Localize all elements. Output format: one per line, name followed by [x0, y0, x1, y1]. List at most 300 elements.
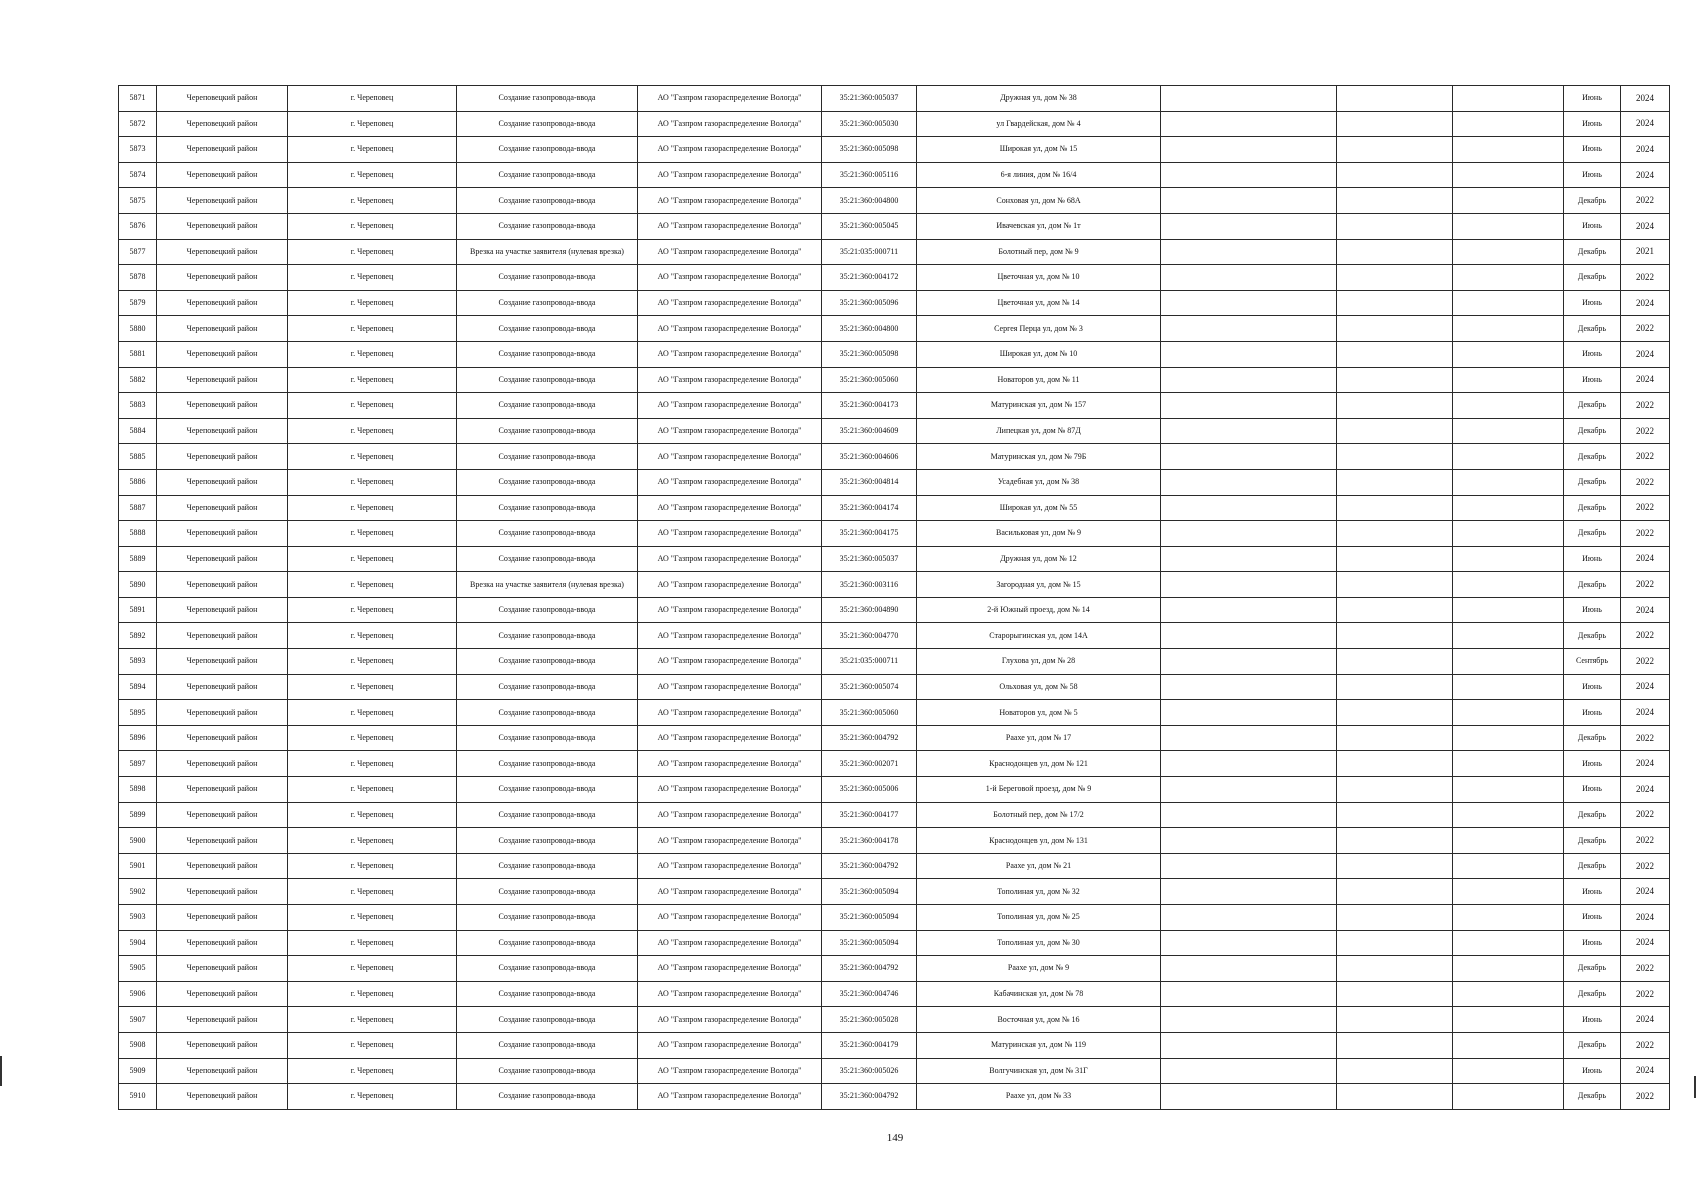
- organization-cell: АО "Газпром газораспределение Вологда": [638, 828, 822, 854]
- city-cell: г. Череповец: [288, 700, 457, 726]
- table-row: [119, 495, 1670, 521]
- empty-cell: [1453, 393, 1564, 419]
- cadastral-number-cell: 35:21:360:005094: [822, 905, 917, 931]
- city-cell: г. Череповец: [288, 444, 457, 470]
- empty-cell: [1337, 572, 1453, 598]
- row-number-cell: 5892: [119, 623, 157, 649]
- table-row: [119, 828, 1670, 854]
- cadastral-number-cell: 35:21:360:002071: [822, 751, 917, 777]
- table-row: [119, 1084, 1670, 1110]
- row-number-cell: 5874: [119, 162, 157, 188]
- organization-cell: АО "Газпром газораспределение Вологда": [638, 725, 822, 751]
- empty-cell: [1161, 521, 1337, 547]
- district-cell: Череповецкий район: [157, 1084, 288, 1110]
- empty-cell: [1453, 956, 1564, 982]
- empty-cell: [1161, 469, 1337, 495]
- empty-cell: [1337, 316, 1453, 342]
- city-cell: г. Череповец: [288, 1032, 457, 1058]
- organization-cell: АО "Газпром газораспределение Вологда": [638, 367, 822, 393]
- city-cell: г. Череповец: [288, 367, 457, 393]
- work-type-cell: Создание газопровода-ввода: [457, 290, 638, 316]
- address-cell: 6-я линия, дом № 16/4: [917, 162, 1161, 188]
- table-body: [119, 86, 1670, 1110]
- organization-cell: АО "Газпром газораспределение Вологда": [638, 930, 822, 956]
- city-cell: г. Череповец: [288, 393, 457, 419]
- month-cell: Июнь: [1564, 1058, 1621, 1084]
- organization-cell: АО "Газпром газораспределение Вологда": [638, 623, 822, 649]
- cadastral-number-cell: 35:21:360:004800: [822, 188, 917, 214]
- organization-cell: АО "Газпром газораспределение Вологда": [638, 495, 822, 521]
- district-cell: Череповецкий район: [157, 623, 288, 649]
- organization-cell: АО "Газпром газораспределение Вологда": [638, 341, 822, 367]
- city-cell: г. Череповец: [288, 674, 457, 700]
- district-cell: Череповецкий район: [157, 162, 288, 188]
- city-cell: г. Череповец: [288, 597, 457, 623]
- row-number-cell: 5902: [119, 879, 157, 905]
- city-cell: г. Череповец: [288, 1007, 457, 1033]
- empty-cell: [1161, 137, 1337, 163]
- empty-cell: [1337, 828, 1453, 854]
- district-cell: Череповецкий район: [157, 290, 288, 316]
- table-row: [119, 623, 1670, 649]
- table-row: [119, 111, 1670, 137]
- month-cell: Декабрь: [1564, 393, 1621, 419]
- empty-cell: [1161, 623, 1337, 649]
- work-type-cell: Создание газопровода-ввода: [457, 521, 638, 547]
- cadastral-number-cell: 35:21:360:005028: [822, 1007, 917, 1033]
- empty-cell: [1337, 700, 1453, 726]
- city-cell: г. Череповец: [288, 86, 457, 112]
- month-cell: Декабрь: [1564, 188, 1621, 214]
- empty-cell: [1337, 853, 1453, 879]
- cadastral-number-cell: 35:21:360:003116: [822, 572, 917, 598]
- year-cell: 2022: [1621, 418, 1670, 444]
- empty-cell: [1453, 905, 1564, 931]
- district-cell: Череповецкий район: [157, 1032, 288, 1058]
- year-cell: 2024: [1621, 213, 1670, 239]
- table-row: [119, 674, 1670, 700]
- work-type-cell: Создание газопровода-ввода: [457, 649, 638, 675]
- month-cell: Июнь: [1564, 162, 1621, 188]
- empty-cell: [1161, 802, 1337, 828]
- month-cell: Декабрь: [1564, 265, 1621, 291]
- year-cell: 2022: [1621, 393, 1670, 419]
- organization-cell: АО "Газпром газораспределение Вологда": [638, 802, 822, 828]
- empty-cell: [1337, 930, 1453, 956]
- table-row: [119, 930, 1670, 956]
- cadastral-number-cell: 35:21:360:004174: [822, 495, 917, 521]
- empty-cell: [1453, 623, 1564, 649]
- empty-cell: [1161, 1058, 1337, 1084]
- empty-cell: [1453, 1084, 1564, 1110]
- address-cell: Широкая ул, дом № 10: [917, 341, 1161, 367]
- organization-cell: АО "Газпром газораспределение Вологда": [638, 469, 822, 495]
- empty-cell: [1453, 367, 1564, 393]
- district-cell: Череповецкий район: [157, 1007, 288, 1033]
- district-cell: Череповецкий район: [157, 316, 288, 342]
- table-row: [119, 597, 1670, 623]
- empty-cell: [1337, 418, 1453, 444]
- row-number-cell: 5897: [119, 751, 157, 777]
- year-cell: 2024: [1621, 1058, 1670, 1084]
- city-cell: г. Череповец: [288, 290, 457, 316]
- empty-cell: [1453, 162, 1564, 188]
- work-type-cell: Создание газопровода-ввода: [457, 495, 638, 521]
- empty-cell: [1337, 521, 1453, 547]
- table-row: [119, 879, 1670, 905]
- cadastral-number-cell: 35:21:360:004746: [822, 981, 917, 1007]
- year-cell: 2024: [1621, 777, 1670, 803]
- left-edge-mark: [0, 1056, 2, 1086]
- organization-cell: АО "Газпром газораспределение Вологда": [638, 444, 822, 470]
- organization-cell: АО "Газпром газораспределение Вологда": [638, 700, 822, 726]
- row-number-cell: 5899: [119, 802, 157, 828]
- cadastral-number-cell: 35:21:360:005060: [822, 700, 917, 726]
- year-cell: 2022: [1621, 802, 1670, 828]
- empty-cell: [1453, 521, 1564, 547]
- year-cell: 2024: [1621, 546, 1670, 572]
- empty-cell: [1453, 930, 1564, 956]
- organization-cell: АО "Газпром газораспределение Вологда": [638, 905, 822, 931]
- cadastral-number-cell: 35:21:360:004792: [822, 725, 917, 751]
- cadastral-number-cell: 35:21:360:004792: [822, 1084, 917, 1110]
- address-cell: Раахе ул, дом № 9: [917, 956, 1161, 982]
- city-cell: г. Череповец: [288, 1084, 457, 1110]
- cadastral-number-cell: 35:21:360:005098: [822, 137, 917, 163]
- row-number-cell: 5886: [119, 469, 157, 495]
- empty-cell: [1161, 649, 1337, 675]
- cadastral-number-cell: 35:21:360:005045: [822, 213, 917, 239]
- row-number-cell: 5888: [119, 521, 157, 547]
- organization-cell: АО "Газпром газораспределение Вологда": [638, 546, 822, 572]
- row-number-cell: 5875: [119, 188, 157, 214]
- organization-cell: АО "Газпром газораспределение Вологда": [638, 316, 822, 342]
- month-cell: Июнь: [1564, 674, 1621, 700]
- district-cell: Череповецкий район: [157, 700, 288, 726]
- organization-cell: АО "Газпром газораспределение Вологда": [638, 1084, 822, 1110]
- table-row: [119, 239, 1670, 265]
- row-number-cell: 5910: [119, 1084, 157, 1110]
- work-type-cell: Создание газопровода-ввода: [457, 341, 638, 367]
- city-cell: г. Череповец: [288, 418, 457, 444]
- organization-cell: АО "Газпром газораспределение Вологда": [638, 879, 822, 905]
- year-cell: 2022: [1621, 853, 1670, 879]
- address-cell: Дружная ул, дом № 12: [917, 546, 1161, 572]
- year-cell: 2021: [1621, 239, 1670, 265]
- empty-cell: [1161, 674, 1337, 700]
- table-row: [119, 162, 1670, 188]
- work-type-cell: Создание газопровода-ввода: [457, 828, 638, 854]
- row-number-cell: 5889: [119, 546, 157, 572]
- district-cell: Череповецкий район: [157, 905, 288, 931]
- address-cell: Раахе ул, дом № 17: [917, 725, 1161, 751]
- row-number-cell: 5901: [119, 853, 157, 879]
- city-cell: г. Череповец: [288, 930, 457, 956]
- city-cell: г. Череповец: [288, 623, 457, 649]
- month-cell: Декабрь: [1564, 981, 1621, 1007]
- cadastral-number-cell: 35:21:360:005074: [822, 674, 917, 700]
- table-row: [119, 956, 1670, 982]
- cadastral-number-cell: 35:21:360:004814: [822, 469, 917, 495]
- work-type-cell: Создание газопровода-ввода: [457, 802, 638, 828]
- work-type-cell: Создание газопровода-ввода: [457, 111, 638, 137]
- table-row: [119, 188, 1670, 214]
- empty-cell: [1453, 86, 1564, 112]
- month-cell: Июнь: [1564, 341, 1621, 367]
- work-type-cell: Врезка на участке заявителя (нулевая врезка): [457, 239, 638, 265]
- cadastral-number-cell: 35:21:360:004179: [822, 1032, 917, 1058]
- table-row: [119, 444, 1670, 470]
- empty-cell: [1161, 367, 1337, 393]
- empty-cell: [1453, 981, 1564, 1007]
- address-cell: Тополиная ул, дом № 32: [917, 879, 1161, 905]
- city-cell: г. Череповец: [288, 879, 457, 905]
- page-number: 149: [886, 1132, 904, 1144]
- year-cell: 2022: [1621, 495, 1670, 521]
- empty-cell: [1161, 213, 1337, 239]
- empty-cell: [1453, 239, 1564, 265]
- table-row: [119, 393, 1670, 419]
- district-cell: Череповецкий район: [157, 879, 288, 905]
- empty-cell: [1161, 1084, 1337, 1110]
- cadastral-number-cell: 35:21:035:000711: [822, 239, 917, 265]
- cadastral-number-cell: 35:21:360:005037: [822, 546, 917, 572]
- month-cell: Июнь: [1564, 700, 1621, 726]
- district-cell: Череповецкий район: [157, 213, 288, 239]
- district-cell: Череповецкий район: [157, 930, 288, 956]
- organization-cell: АО "Газпром газораспределение Вологда": [638, 393, 822, 419]
- district-cell: Череповецкий район: [157, 265, 288, 291]
- address-cell: Матуринская ул, дом № 157: [917, 393, 1161, 419]
- district-cell: Череповецкий район: [157, 853, 288, 879]
- empty-cell: [1161, 393, 1337, 419]
- city-cell: г. Череповец: [288, 316, 457, 342]
- row-number-cell: 5893: [119, 649, 157, 675]
- cadastral-number-cell: 35:21:360:005026: [822, 1058, 917, 1084]
- empty-cell: [1337, 111, 1453, 137]
- table-row: [119, 265, 1670, 291]
- organization-cell: АО "Газпром газораспределение Вологда": [638, 521, 822, 547]
- empty-cell: [1161, 86, 1337, 112]
- work-type-cell: Создание газопровода-ввода: [457, 162, 638, 188]
- empty-cell: [1337, 367, 1453, 393]
- city-cell: г. Череповец: [288, 572, 457, 598]
- year-cell: 2024: [1621, 597, 1670, 623]
- organization-cell: АО "Газпром газораспределение Вологда": [638, 674, 822, 700]
- address-cell: 1-й Береговой проезд, дом № 9: [917, 777, 1161, 803]
- empty-cell: [1161, 111, 1337, 137]
- empty-cell: [1337, 649, 1453, 675]
- organization-cell: АО "Газпром газораспределение Вологда": [638, 981, 822, 1007]
- address-cell: Липецкая ул, дом № 87Д: [917, 418, 1161, 444]
- year-cell: 2024: [1621, 341, 1670, 367]
- empty-cell: [1453, 879, 1564, 905]
- organization-cell: АО "Газпром газораспределение Вологда": [638, 853, 822, 879]
- empty-cell: [1161, 777, 1337, 803]
- empty-cell: [1453, 137, 1564, 163]
- work-type-cell: Создание газопровода-ввода: [457, 623, 638, 649]
- empty-cell: [1453, 290, 1564, 316]
- district-cell: Череповецкий район: [157, 981, 288, 1007]
- month-cell: Декабрь: [1564, 495, 1621, 521]
- table-row: [119, 290, 1670, 316]
- cadastral-number-cell: 35:21:035:000711: [822, 649, 917, 675]
- empty-cell: [1453, 469, 1564, 495]
- month-cell: Декабрь: [1564, 1084, 1621, 1110]
- empty-cell: [1161, 290, 1337, 316]
- organization-cell: АО "Газпром газораспределение Вологда": [638, 188, 822, 214]
- row-number-cell: 5891: [119, 597, 157, 623]
- empty-cell: [1161, 341, 1337, 367]
- city-cell: г. Череповец: [288, 853, 457, 879]
- cadastral-number-cell: 35:21:360:005094: [822, 930, 917, 956]
- empty-cell: [1161, 725, 1337, 751]
- organization-cell: АО "Газпром газораспределение Вологда": [638, 751, 822, 777]
- year-cell: 2022: [1621, 956, 1670, 982]
- table-row: [119, 1058, 1670, 1084]
- month-cell: Июнь: [1564, 367, 1621, 393]
- city-cell: г. Череповец: [288, 751, 457, 777]
- address-cell: Краснодонцев ул, дом № 131: [917, 828, 1161, 854]
- empty-cell: [1453, 700, 1564, 726]
- month-cell: Июнь: [1564, 86, 1621, 112]
- empty-cell: [1453, 751, 1564, 777]
- address-cell: Васильковая ул, дом № 9: [917, 521, 1161, 547]
- city-cell: г. Череповец: [288, 521, 457, 547]
- address-cell: Кабачинская ул, дом № 78: [917, 981, 1161, 1007]
- address-cell: Раахе ул, дом № 21: [917, 853, 1161, 879]
- empty-cell: [1453, 1058, 1564, 1084]
- month-cell: Декабрь: [1564, 802, 1621, 828]
- table-row: [119, 137, 1670, 163]
- month-cell: Июнь: [1564, 546, 1621, 572]
- empty-cell: [1453, 341, 1564, 367]
- work-type-cell: Создание газопровода-ввода: [457, 1007, 638, 1033]
- empty-cell: [1337, 239, 1453, 265]
- table-row: [119, 777, 1670, 803]
- row-number-cell: 5900: [119, 828, 157, 854]
- empty-cell: [1161, 751, 1337, 777]
- address-cell: Тополиная ул, дом № 25: [917, 905, 1161, 931]
- city-cell: г. Череповец: [288, 725, 457, 751]
- city-cell: г. Череповец: [288, 981, 457, 1007]
- empty-cell: [1337, 725, 1453, 751]
- year-cell: 2022: [1621, 521, 1670, 547]
- city-cell: г. Череповец: [288, 905, 457, 931]
- address-cell: Широкая ул, дом № 15: [917, 137, 1161, 163]
- empty-cell: [1161, 444, 1337, 470]
- address-cell: Матуринская ул, дом № 79Б: [917, 444, 1161, 470]
- address-cell: Новаторов ул, дом № 5: [917, 700, 1161, 726]
- city-cell: г. Череповец: [288, 213, 457, 239]
- work-type-cell: Создание газопровода-ввода: [457, 1084, 638, 1110]
- empty-cell: [1337, 1084, 1453, 1110]
- organization-cell: АО "Газпром газораспределение Вологда": [638, 649, 822, 675]
- row-number-cell: 5908: [119, 1032, 157, 1058]
- work-type-cell: Создание газопровода-ввода: [457, 905, 638, 931]
- work-type-cell: Врезка на участке заявителя (нулевая врезка): [457, 572, 638, 598]
- empty-cell: [1161, 853, 1337, 879]
- work-type-cell: Создание газопровода-ввода: [457, 316, 638, 342]
- empty-cell: [1337, 265, 1453, 291]
- empty-cell: [1161, 1032, 1337, 1058]
- row-number-cell: 5906: [119, 981, 157, 1007]
- month-cell: Декабрь: [1564, 725, 1621, 751]
- organization-cell: АО "Газпром газораспределение Вологда": [638, 111, 822, 137]
- work-type-cell: Создание газопровода-ввода: [457, 367, 638, 393]
- cadastral-number-cell: 35:21:360:004172: [822, 265, 917, 291]
- empty-cell: [1337, 981, 1453, 1007]
- empty-cell: [1337, 213, 1453, 239]
- district-cell: Череповецкий район: [157, 828, 288, 854]
- city-cell: г. Череповец: [288, 137, 457, 163]
- empty-cell: [1161, 981, 1337, 1007]
- empty-cell: [1337, 162, 1453, 188]
- empty-cell: [1453, 1032, 1564, 1058]
- cadastral-number-cell: 35:21:360:004770: [822, 623, 917, 649]
- city-cell: г. Череповец: [288, 239, 457, 265]
- work-type-cell: Создание газопровода-ввода: [457, 137, 638, 163]
- cadastral-number-cell: 35:21:360:005060: [822, 367, 917, 393]
- empty-cell: [1453, 802, 1564, 828]
- city-cell: г. Череповец: [288, 546, 457, 572]
- row-number-cell: 5873: [119, 137, 157, 163]
- empty-cell: [1337, 597, 1453, 623]
- empty-cell: [1161, 956, 1337, 982]
- month-cell: Декабрь: [1564, 572, 1621, 598]
- work-type-cell: Создание газопровода-ввода: [457, 1058, 638, 1084]
- row-number-cell: 5903: [119, 905, 157, 931]
- city-cell: г. Череповец: [288, 777, 457, 803]
- organization-cell: АО "Газпром газораспределение Вологда": [638, 956, 822, 982]
- row-number-cell: 5898: [119, 777, 157, 803]
- empty-cell: [1337, 546, 1453, 572]
- table-row: [119, 1032, 1670, 1058]
- cadastral-number-cell: 35:21:360:005094: [822, 879, 917, 905]
- year-cell: 2022: [1621, 981, 1670, 1007]
- row-number-cell: 5895: [119, 700, 157, 726]
- month-cell: Декабрь: [1564, 623, 1621, 649]
- empty-cell: [1453, 853, 1564, 879]
- empty-cell: [1161, 265, 1337, 291]
- empty-cell: [1161, 597, 1337, 623]
- row-number-cell: 5885: [119, 444, 157, 470]
- empty-cell: [1453, 316, 1564, 342]
- district-cell: Череповецкий район: [157, 111, 288, 137]
- empty-cell: [1161, 239, 1337, 265]
- district-cell: Череповецкий район: [157, 674, 288, 700]
- month-cell: Декабрь: [1564, 828, 1621, 854]
- cadastral-number-cell: 35:21:360:005006: [822, 777, 917, 803]
- empty-cell: [1161, 188, 1337, 214]
- address-cell: Сергея Перца ул, дом № 3: [917, 316, 1161, 342]
- month-cell: Декабрь: [1564, 1032, 1621, 1058]
- district-cell: Череповецкий район: [157, 597, 288, 623]
- district-cell: Череповецкий район: [157, 469, 288, 495]
- district-cell: Череповецкий район: [157, 546, 288, 572]
- cadastral-number-cell: 35:21:360:005096: [822, 290, 917, 316]
- work-type-cell: Создание газопровода-ввода: [457, 674, 638, 700]
- table-row: [119, 853, 1670, 879]
- district-cell: Череповецкий район: [157, 802, 288, 828]
- month-cell: Июнь: [1564, 597, 1621, 623]
- empty-cell: [1453, 725, 1564, 751]
- work-type-cell: Создание газопровода-ввода: [457, 725, 638, 751]
- organization-cell: АО "Газпром газораспределение Вологда": [638, 1007, 822, 1033]
- empty-cell: [1337, 905, 1453, 931]
- cadastral-number-cell: 35:21:360:005037: [822, 86, 917, 112]
- empty-cell: [1161, 828, 1337, 854]
